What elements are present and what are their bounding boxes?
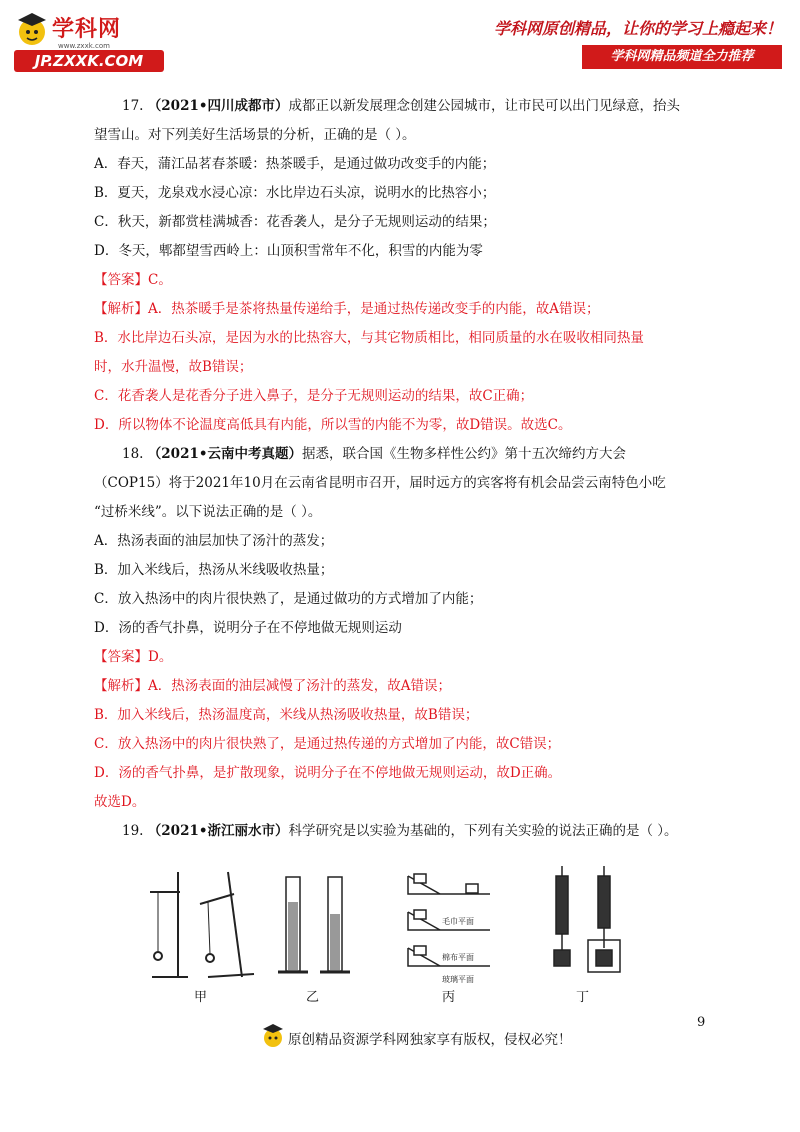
mascot-icon (14, 10, 54, 50)
channel-banner: 学科网精品频道全力推荐 (582, 45, 782, 69)
q17-option-c: C．秋天，新都赏桂满城香：花香袭人，是分子无规则运动的结果； (94, 214, 496, 230)
q18-option-c: C．放入热汤中的肉片很快熟了，是通过做功的方式增加了内能； (94, 591, 483, 607)
q18-option-d: D．汤的香气扑鼻，说明分子在不停地做无规则运动 (94, 620, 402, 636)
q17-analysis-line: B．水比岸边石头凉，是因为水的比热容大，与其它物质相比，相同质量的水在吸收相同热量 (94, 330, 644, 346)
logo-url: JP.ZXXK.COM (14, 50, 164, 72)
q18-source: （2021•云南中考真题） (147, 446, 302, 462)
q17-analysis-line: C．花香袭人是花香分子进入鼻子，是分子无规则运动的结果，故C正确； (94, 388, 534, 404)
q17-stem-line2: 望雪山。对下列美好生活场景的分析，正确的是（ ）。 (94, 127, 416, 143)
q17-analysis-line: D．所以物体不论温度高低具有内能，所以雪的内能不为零，故D错误。故选C。 (94, 417, 572, 433)
q17-option-d: D．冬天，郫都望雪西岭上：山顶积雪常年不化，积雪的内能为零 (94, 243, 483, 259)
q19-source: （2021•浙江丽水市） (147, 823, 289, 839)
q18-answer: 【答案】D。 (94, 649, 173, 665)
q17-option-b: B．夏天，龙泉戏水浸心凉：水比岸边石头凉，说明水的比热容小； (94, 185, 496, 201)
q17-answer: 【答案】C。 (94, 272, 172, 288)
header-slogan: 学科网原创精品，让你的学习上瘾起来！ (493, 19, 782, 38)
q18-stem-line1: 18. （2021•云南中考真题）据悉，联合国《生物多样性公约》第十五次缔约方大会 (122, 446, 626, 462)
mascot-icon (262, 1022, 284, 1050)
q18-stem-line3: “过桥米线”。以下说法正确的是（ ）。 (94, 504, 322, 520)
cylinder-figure (278, 877, 350, 972)
figure-label-jia: 甲 (194, 990, 208, 1005)
figure-label-bing: 丙 (442, 990, 456, 1005)
q18-analysis-line: 故选D。 (94, 794, 146, 810)
q17-source: （2021•四川成都市） (147, 98, 289, 114)
q18-analysis-line: B．加入米线后，热汤温度高，米线从热汤吸收热量，故B错误； (94, 707, 479, 723)
page-number: 9 (697, 1015, 706, 1030)
page-content (94, 92, 724, 846)
q18-analysis-line: 【解析】A．热汤表面的油层减慢了汤汁的蒸发，故A错误； (94, 678, 451, 694)
q18-option-a: A．热汤表面的油层加快了汤汁的蒸发； (94, 533, 334, 549)
page-header (0, 0, 800, 80)
pendulum-figure (150, 872, 254, 977)
q19-stem: 19. （2021•浙江丽水市）科学研究是以实验为基础的，下列有关实验的说法正确的是（ ）。 (122, 823, 678, 839)
q17-stem-line1: 17. （2021•四川成都市）成都正以新发展理念创建公园城市，让市民可以出门见绿意，抬头 (122, 98, 680, 114)
surface-label-glass: 玻璃平面 (442, 975, 474, 984)
q17-analysis-line: 【解析】A．热茶暖手是茶将热量传递给手，是通过热传递改变手的内能，故A错误； (94, 301, 600, 317)
surface-label-cotton: 棉布平面 (442, 953, 474, 962)
q18-option-b: B．加入米线后，热汤从米线吸收热量； (94, 562, 334, 578)
page-footer (0, 1020, 800, 1060)
logo-small-url: www.zxxk.com (58, 42, 110, 50)
q18-stem-line2: （COP15）将于2021年10月在云南省昆明市召开，届时远方的宾客将有机会品尝云南特色小吃 (94, 475, 666, 491)
q17-option-a: A．春天，蒲江品茗春茶暖：热茶暖手，是通过做功改变手的内能； (94, 156, 496, 172)
q17-analysis-line: 时，水升温慢，故B错误； (94, 359, 253, 375)
q19-figures (130, 862, 650, 1012)
zxxk-logo[interactable] (14, 10, 164, 72)
q18-analysis-line: C．放入热汤中的肉片很快熟了，是通过热传递的方式增加了内能，故C错误； (94, 736, 561, 752)
experiment-diagrams (130, 862, 650, 987)
logo-name: 学科网 (52, 17, 122, 42)
figure-label-yi: 乙 (306, 990, 320, 1005)
spring-scale-figure (554, 866, 620, 972)
footer-copyright: 原创精品资源学科网独家享有版权，侵权必究！ (288, 1032, 572, 1048)
figure-label-ding: 丁 (576, 990, 590, 1005)
surface-label-towel: 毛巾平面 (442, 917, 474, 926)
q18-analysis-line: D．汤的香气扑鼻，是扩散现象，说明分子在不停地做无规则运动，故D正确。 (94, 765, 562, 781)
